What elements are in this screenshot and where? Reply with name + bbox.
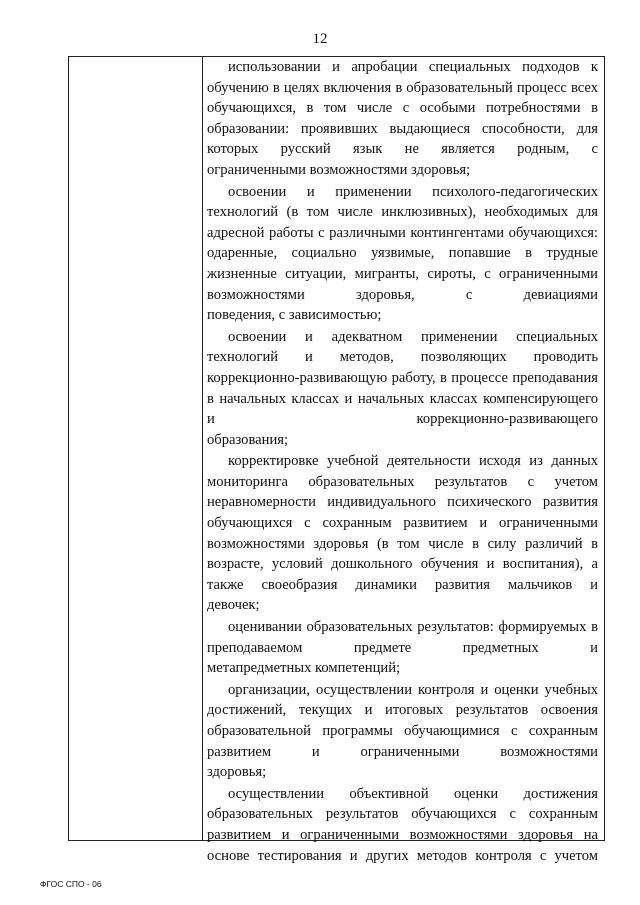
text-line-last: поведения, с зависимостью;	[207, 307, 382, 324]
text-line: развитием и ограниченными возможностями здоровья на	[207, 826, 598, 843]
text-line-last: ограниченными возможностями здоровья;	[207, 161, 471, 178]
paragraph	[207, 784, 598, 866]
text-line: осуществлении объективной оценки достижения	[228, 785, 598, 802]
text-line: основе тестирования и других методов контроля с учетом	[207, 847, 598, 864]
paragraph	[207, 57, 598, 181]
text-line: организации, осуществлении контроля и оценки	[228, 681, 539, 698]
page-number: 12	[312, 31, 328, 47]
text-line: использовании и апробации специальных подходов к	[228, 59, 598, 75]
text-line: которых русский язык не является родным, с	[207, 141, 598, 158]
paragraph	[207, 617, 598, 679]
column-divider	[202, 57, 203, 840]
text-line-last: здоровья;	[207, 764, 267, 781]
text-line: образовательных результатов обучающихся с сохранным	[207, 806, 598, 823]
text-line-last: девочек;	[207, 597, 260, 614]
text-line: оценивании образовательных результатов:	[228, 619, 494, 636]
text-line: формируемых в преподаваемом предмете предметных и	[207, 619, 598, 656]
paragraph	[207, 680, 598, 783]
text-line: обучению в целях включения в образовательный процесс	[207, 79, 567, 96]
text-line: в трудные жизненные ситуации, мигранты, сироты, с	[207, 245, 598, 282]
text-line-last: образования;	[207, 431, 289, 448]
paragraph	[207, 327, 598, 451]
text-line: ограниченными возможностями здоровья, с девиациями	[207, 265, 598, 303]
text-line: всех обучающихся, в том числе с особыми потребностями	[207, 79, 598, 117]
text-line: сохранным развитием и ограниченными возможностями	[207, 723, 598, 760]
text-line: учебных достижений, текущих и итоговых результатов	[207, 681, 598, 719]
text-line: в образовании: проявивших выдающиеся способности, для	[207, 100, 598, 137]
text-line: освоении и адекватном применении специальных	[228, 328, 598, 345]
table-right-cell	[207, 57, 598, 867]
text-line: технологий и методов, позволяющих проводить	[207, 349, 598, 366]
text-line: также своеобразия динамики развития мальчиков и	[207, 576, 598, 593]
text-line: коррекционно-развивающую работу, в процессе	[207, 369, 508, 386]
text-line: преподавания в начальных классах и начальных классах	[207, 369, 598, 407]
text-line: неравномерности индивидуального психического развития	[207, 494, 598, 511]
text-line: обучающихся: одаренные, социально уязвимые, попавшие	[207, 224, 598, 262]
paragraph	[207, 182, 598, 326]
text-line: освоении и применении психолого-педагогических	[228, 183, 598, 200]
text-line: компенсирующего и коррекционно-развивающего	[207, 390, 598, 428]
text-line: освоения образовательной программы обучающимися с	[207, 702, 598, 739]
text-line: возможностями здоровья (в том числе в силу различий в	[207, 535, 598, 552]
footer-code: ФГОС СПО - 06	[40, 879, 102, 889]
text-line: технологий (в том числе инклюзивных), необходимых для	[207, 204, 598, 221]
text-line: возрасте, условий дошкольного обучения и воспитания), а	[207, 556, 598, 573]
paragraph	[207, 451, 598, 616]
text-line: адресной работы с различными контингентами	[207, 224, 505, 241]
text-line: мониторинга образовательных результатов с учетом	[207, 473, 598, 490]
text-line-last: метапредметных компетенций;	[207, 660, 401, 677]
text-line: обучающихся с сохранным развитием и ограниченными	[207, 515, 598, 532]
document-table	[68, 56, 605, 864]
text-line: корректировке учебной деятельности исходя из данных	[228, 453, 598, 470]
